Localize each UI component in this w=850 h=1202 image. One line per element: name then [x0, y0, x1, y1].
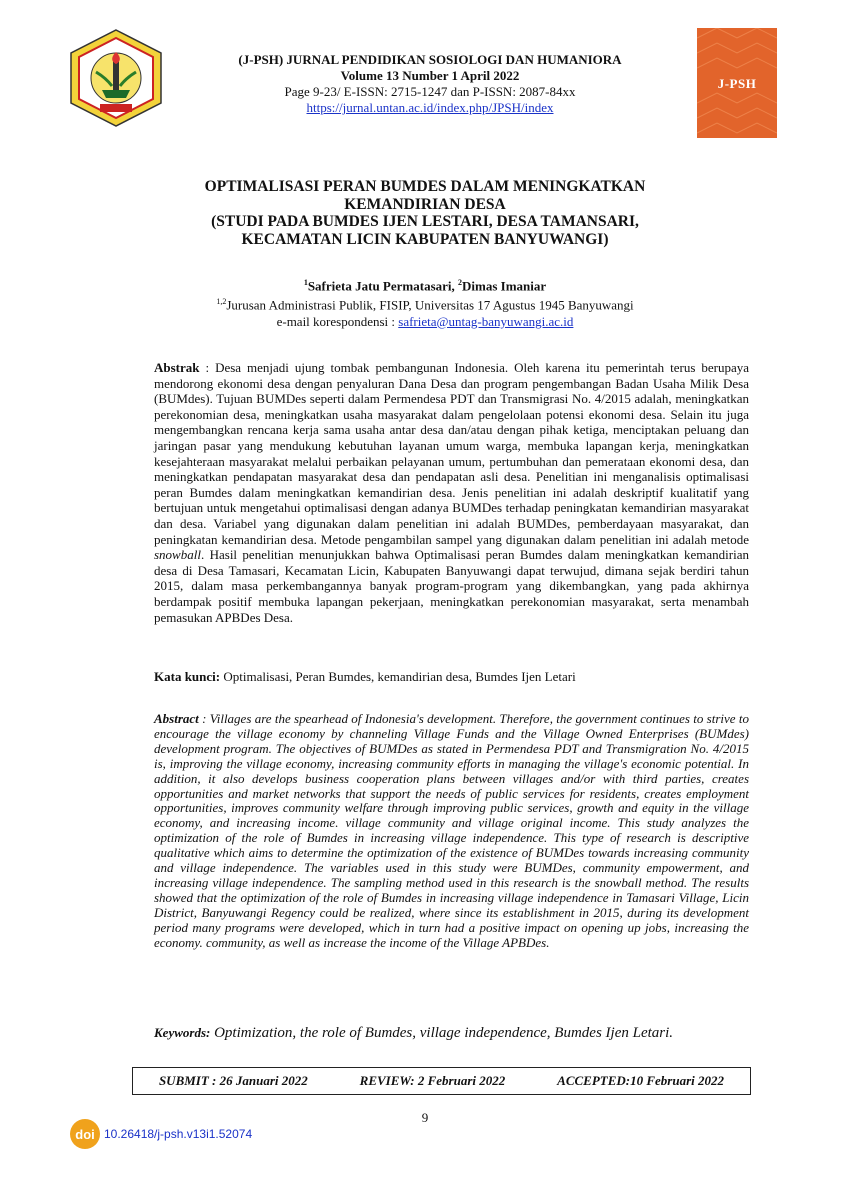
author2-sup: 2 [458, 278, 463, 287]
email-link[interactable]: safrieta@untag-banyuwangi.ac.id [398, 313, 574, 329]
journal-name: (J-PSH) JURNAL PENDIDIKAN SOSIOLOGI DAN HUMANIORA [238, 52, 622, 67]
journal-pages-issn: Page 9-23/ E-ISSN: 2715-1247 dan P-ISSN: 2087-84xx [284, 84, 576, 99]
review-date: REVIEW: 2 Februari 2022 [359, 1073, 506, 1088]
keywords-id-text: Optimalisasi, Peran Bumdes, kemandirian desa, Bumdes Ijen Letari [220, 669, 576, 684]
author-names [150, 275, 700, 294]
submission-dates-box [132, 1067, 751, 1095]
abstract-id-label: Abstrak [154, 360, 200, 375]
keywords-en-label: Keywords: [154, 1025, 211, 1040]
doi-icon: doi [70, 1119, 100, 1149]
page-number: 9 [421, 1110, 429, 1125]
accepted-date: ACCEPTED:10 Februari 2022 [557, 1073, 725, 1088]
abstract-english [154, 712, 749, 951]
journal-url-link[interactable]: https://jurnal.untan.ac.id/index.php/JPSH/index [306, 100, 554, 115]
journal-header [170, 52, 690, 116]
keywords-indonesian [154, 669, 749, 685]
jpsh-cover-logo [697, 28, 777, 138]
author2-name: Dimas Imaniar [462, 278, 547, 294]
abstract-en-label: Abstract [154, 711, 199, 726]
author1-sup: 1 [303, 278, 308, 287]
article-title [150, 178, 700, 248]
keywords-english [154, 1024, 754, 1042]
abstract-id-text-1: : Desa menjadi ujung tombak pembangunan Indonesia. Oleh karena itu pemerintah terus berupaya mendorong ekonomi desa dengan penyaluran Dana Desa dan program pengembangan Badan Usaha Milik Desa (BUMdes). Tujuan BUMDes seperti dalam Permendesa PDT dan Transmigrasi No. 4/2015 adalah, meningkatkan perekonomian desa, meningkatkan usaha masyarakat dalam pengelolaan potensi ekonomi desa. Selain itu juga mengembangkan rencana kerja sama usaha antar desa dan/atau dengan pihak ketiga, menciptakan peluang dan jaringan pasar yang mendukung kebutuhan layanan umum warga, membuka lapangan kerja, meningkatkan kesejahteraan masyarakat melalui perbaikan pelayanan umum, pertumbuhan dan pemerataan ekonomi desa, dan meningkatkan pendapatan masyarakat desa dan pendapatan asli desa. Penelitian ini menganalisis optimalisasi peran Bumdes dalam meningkatkan kemandirian desa. Jenis penelitian ini adalah deskriptif kualitatif yang bertujuan untuk mengetahui optimalisasi dengan adanya BUMDes terhadap peningkatan kemandirian masyarakat dan desa. Variabel yang digunakan dalam penelitian ini adalah BUMDes, pemberdayaan masyarakat, dan peningkatan kemandirian desa. Metode pengambilan sampel yang digunakan dalam penelitian ini adalah metode [154, 360, 749, 547]
doi-reference[interactable] [70, 1120, 252, 1148]
title-line-3: (STUDI PADA BUMDES IJEN LESTARI, DESA TAMANSARI, [211, 213, 639, 230]
title-line-4: KECAMATAN LICIN KABUPATEN BANYUWANGI) [241, 230, 609, 248]
submit-date: SUBMIT : 26 Januari 2022 [158, 1073, 308, 1088]
affiliation-sup: 1,2 [216, 297, 227, 307]
cover-logo-label: J-PSH [717, 76, 757, 91]
doi-link[interactable]: 10.26418/j-psh.v13i1.52074 [104, 1127, 253, 1141]
abstract-id-text-2: . Hasil penelitian menunjukkan bahwa Optimalisasi peran Bumdes dalam meningkatkan kemandirian desa di Desa Tamasari, Kecamatan Licin, Kabupaten Banyuwangi dapat terwujud, dimana sejak berdiri tahun 2015, dalam masa perkembangannya banyak program-program yang dikembangkan, yang pada akhirnya berdampak positif membuka lapangan pekerjaan, meningkatkan perekonomian masyarakat, serta menambah pemasukan APBDes Desa. [154, 547, 749, 625]
email-line [150, 314, 700, 330]
author1-name: Safrieta Jatu Permatasari, [307, 278, 459, 294]
abstract-indonesian [154, 360, 749, 625]
abstract-en-text: : Villages are the spearhead of Indonesia's development. Therefore, the government continues to strive to encourage the village economy by channeling Village Funds and the Village Owned Enterprises (BUMdes) development program. The objectives of BUMDes as stated in Permendesa PDT and Transmigration No. 4/2015 is, improving the village economy, increasing community efforts in managing the village's economic potential. In addition, it also develops business cooperation plans between villages and/or with third parties, creates opportunities and market networks that support the needs of public services for residents, creates employment opportunities, improves community welfare through improving public services, growth and equity in the village economy, and increasing income. village community and village original income. This study analyzes the optimization of the role of Bumdes in increasing village independence. This type of research is descriptive qualitative which aims to determine the optimization of the existence of BUMDes towards increasing community and village independence. The variables used in this study were BUMDes, community empowerment, and increasing village independence. The sampling method used in this research is the snowball method. The results showed that the optimization of the role of Bumdes in increasing village independence in Tamasari Village, Licin District, Banyuwangi Regency could be realized, where since its establishment in 2015, during its development period many programs were developed, which in turn had a positive impact on opening up jobs, increasing the economy. community, as well as increase the income of the Village APBDes. [154, 711, 749, 950]
journal-volume: Volume 13 Number 1 April 2022 [340, 68, 520, 83]
title-line-1: OPTIMALISASI PERAN BUMDES DALAM MENINGKATKAN [204, 178, 646, 195]
title-line-2: KEMANDIRIAN DESA [344, 195, 506, 213]
authors-block [150, 275, 700, 330]
keywords-id-label: Kata kunci: [154, 669, 221, 684]
universitas-tanjungpura-seal-icon [66, 28, 166, 128]
affiliation [150, 294, 700, 313]
keywords-en-text: Optimization, the role of Bumdes, village independence, Bumdes Ijen Letari. [210, 1025, 674, 1041]
abstract-id-italic-word: snowball [154, 547, 201, 563]
email-label: e-mail korespondensi : [276, 313, 399, 329]
affiliation-text: Jurusan Administrasi Publik, FISIP, Universitas 17 Agustus 1945 Banyuwangi [226, 297, 634, 313]
